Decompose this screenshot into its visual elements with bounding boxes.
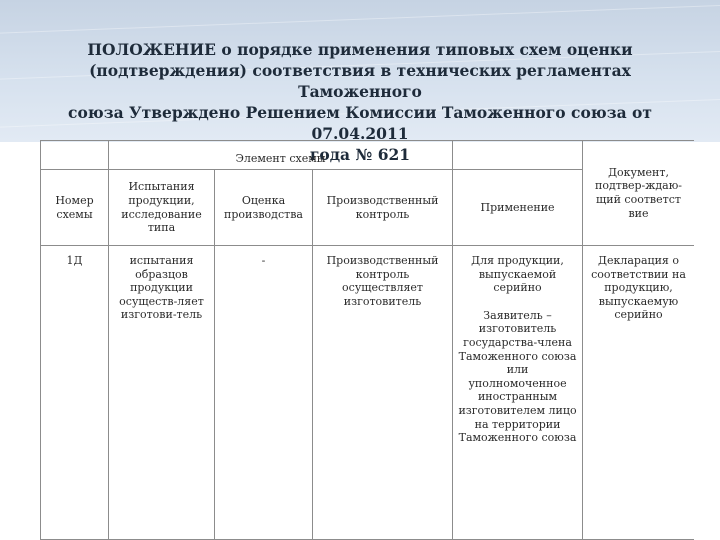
decorative-stripe [0, 2, 720, 35]
element-group-header: Элемент схемы [109, 141, 453, 170]
document-cell: Декларация о соответствии на продукцию, выпускаемую серийно [583, 246, 694, 540]
scheme-number-cell: 1Д [41, 246, 109, 540]
production-assessment-cell: - [215, 246, 313, 540]
application-cell [453, 246, 583, 540]
testing-header: Испытания продукции, исследование типа [109, 170, 215, 246]
document-header: Документ, подтвер-ждаю-щий соответст вие [583, 141, 694, 246]
empty-corner-cell [41, 141, 109, 170]
title-line: ПОЛОЖЕНИЕ о порядке применения типовых схем оценки [87, 40, 633, 59]
scheme-number-header: Номер схемы [41, 170, 109, 246]
application-header: Применение [453, 170, 583, 246]
application-text: Для продукции, выпускаемой серийно [471, 254, 564, 295]
production-control-cell: Производственный контроль осуществляет изготовитель [313, 246, 453, 540]
title-line: года № 621 [309, 145, 411, 164]
table-header-row [41, 141, 695, 170]
scheme-table [40, 140, 694, 540]
scheme-table-wrapper [40, 140, 694, 540]
production-control-header: Производственный контроль [313, 170, 453, 246]
testing-cell: испытания образцов продукции осуществ-ляет изготови-тель [109, 246, 215, 540]
table-row [41, 246, 695, 540]
title-line: (подтверждения) соответствия в технических регламентах Таможенного [89, 61, 631, 101]
empty-header-cell [453, 141, 583, 170]
production-assessment-header: Оценка производства [215, 170, 313, 246]
title-line: союза Утверждено Решением Комиссии Таможенного союза от 07.04.2011 [68, 103, 652, 143]
applicant-text: Заявитель – изготовитель государства-члена Таможенного союза или уполномоченное иностранным изготовителем лицо на территории Таможенного союза [458, 308, 577, 445]
